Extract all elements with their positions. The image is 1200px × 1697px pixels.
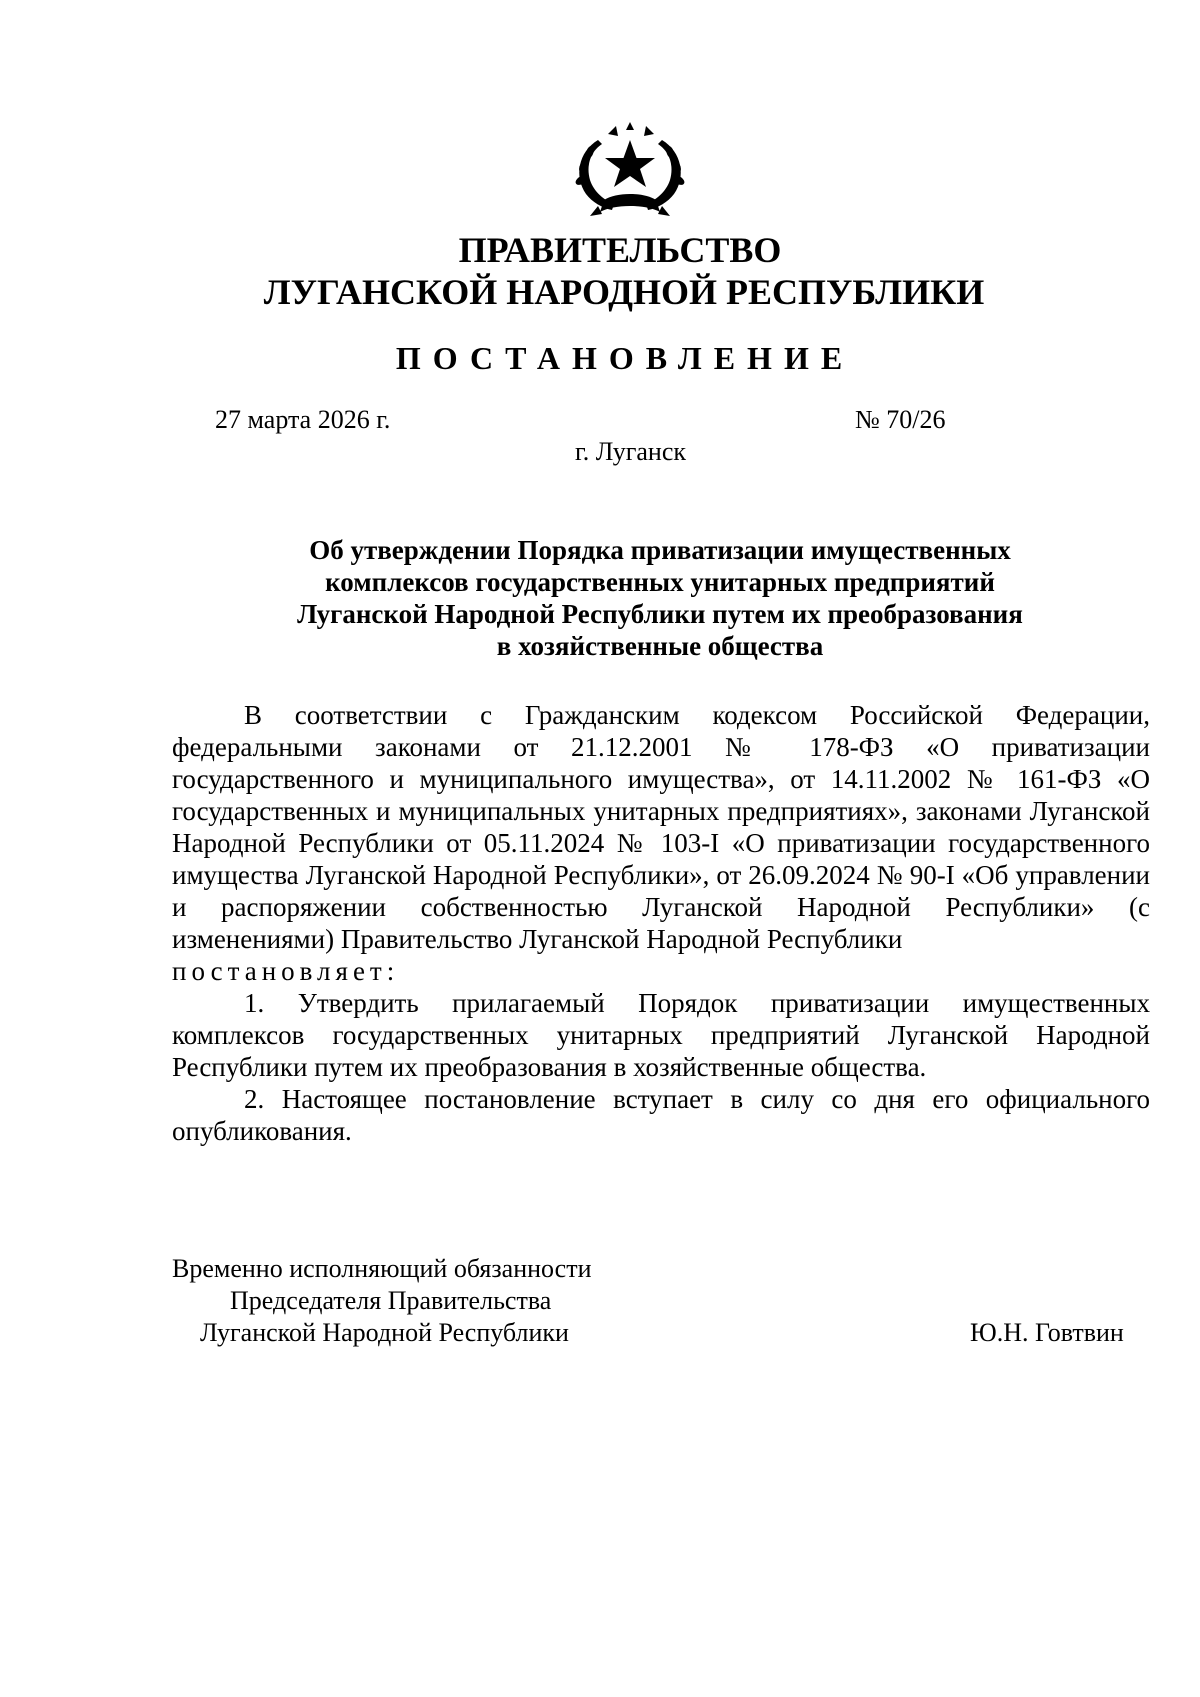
- preamble-paragraph: В соответствии с Гражданским кодексом Российской Федерации, федеральными законами от 21.12.2001 № 178-ФЗ «О приватизации государственного и муниципального имущества», от 14.11.2002 № 161-ФЗ «О государственных и муниципальных унитарных предприятиях», законами Луганской Народной Республики от 05.11.2024 № 103-I «О приватизации государственного имущества Луганской Народной Республики», от 26.09.2024 № 90-I «Об управлении и распоряжении собственностью Луганской Народной Республики» (с изменениями) Правительство Луганской Народной Республики: [172, 700, 1150, 954]
- signatory-position-line-2: Председателя Правительства: [230, 1286, 552, 1315]
- government-title-line-2: ЛУГАНСКОЙ НАРОДНОЙ РЕСПУБЛИКИ: [263, 272, 985, 312]
- signatory-position-line-3: Луганской Народной Республики: [200, 1318, 569, 1347]
- document-type: ПОСТАНОВЛЕНИЕ: [395, 340, 855, 376]
- item-2-paragraph: 2. Настоящее постановление вступает в силу со дня его официального опубликования.: [172, 1084, 1150, 1146]
- item-1-paragraph: 1. Утвердить прилагаемый Порядок приватизации имущественных комплексов государственных унитарных предприятий Луганской Народной Республики путем их преобразования в хозяйственные общества.: [172, 988, 1150, 1082]
- decrees-word: постановляет:: [172, 956, 400, 986]
- decrees-line: [172, 955, 1150, 987]
- document-date: 27 марта 2026 г.: [215, 405, 391, 434]
- document-body: [172, 699, 1150, 1147]
- signatory-name: Ю.Н. Говтвин: [970, 1318, 1124, 1347]
- subject-line: в хозяйственные общества: [496, 631, 824, 661]
- lpr-coat-of-arms-icon: [568, 122, 692, 218]
- document-subject: [170, 534, 1150, 662]
- subject-line: Луганской Народной Республики путем их преобразования: [297, 599, 1023, 629]
- subject-line: комплексов государственных унитарных предприятий: [325, 567, 995, 597]
- document-number: № 70/26: [855, 405, 946, 434]
- document-city: г. Луганск: [575, 437, 687, 466]
- subject-line: Об утверждении Порядка приватизации имущественных: [309, 535, 1011, 565]
- signatory-position-line-1: Временно исполняющий обязанности: [172, 1254, 592, 1283]
- government-title-line-1: ПРАВИТЕЛЬСТВО: [458, 230, 782, 270]
